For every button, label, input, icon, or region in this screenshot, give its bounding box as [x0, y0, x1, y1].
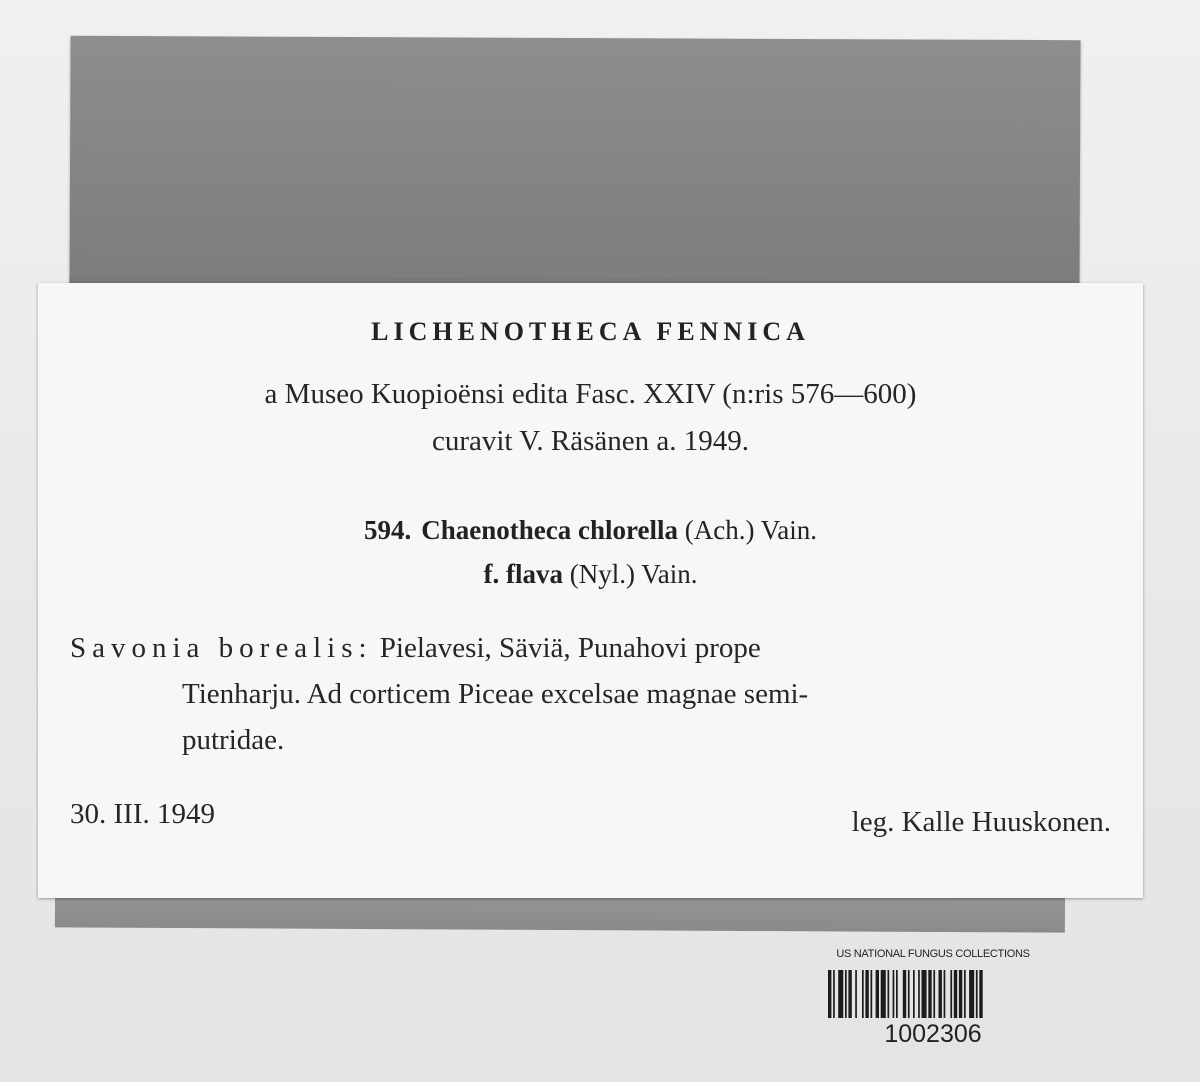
- barcode-bar: [944, 970, 946, 1018]
- barcode-bar: [848, 970, 851, 1018]
- locality-region: Savonia borealis:: [70, 632, 373, 664]
- collector-name: leg. Kalle Huuskonen.: [851, 806, 1111, 838]
- barcode-bars: [828, 970, 1038, 1018]
- barcode-bar: [896, 970, 898, 1018]
- barcode-institution: US NATIONAL FUNGUS COLLECTIONS: [836, 948, 1030, 960]
- taxon-name-line: [38, 515, 1143, 546]
- barcode-bar: [939, 970, 942, 1018]
- barcode-bar: [969, 970, 974, 1018]
- specimen-packet-flap: [69, 36, 1080, 302]
- barcode-bar: [862, 970, 864, 1018]
- barcode-bar: [845, 970, 847, 1018]
- specimen-label: [38, 283, 1143, 898]
- series-title: LICHENOTHECA FENNICA: [371, 317, 810, 346]
- barcode-bar: [888, 970, 890, 1018]
- locality-text: [70, 625, 1115, 763]
- barcode-bar: [979, 970, 982, 1018]
- taxon-name: Chaenotheca chlorella: [421, 515, 678, 545]
- barcode-bar: [855, 970, 857, 1018]
- series-editor-line: curavit V. Räsänen a. 1949.: [431, 425, 750, 457]
- taxon-form: f. flava: [483, 559, 563, 589]
- barcode-bar: [928, 970, 931, 1018]
- taxon-form-authority: (Nyl.) Vain.: [569, 559, 698, 589]
- series-publication-line: a Museo Kuopioënsi edita Fasc. XXIV (n:ris 576—600): [264, 378, 917, 410]
- locality-line-3: putridae.: [182, 724, 285, 756]
- barcode-bar: [959, 970, 962, 1018]
- barcode-bar: [918, 970, 920, 1018]
- barcode-bar: [976, 970, 978, 1018]
- exsiccata-number: 594.: [364, 515, 412, 545]
- barcode-label: [818, 948, 1048, 1053]
- collection-date: 30. III. 1949: [70, 798, 215, 830]
- barcode-number: 1002306: [884, 1020, 982, 1048]
- barcode-bar: [876, 970, 879, 1018]
- barcode-bar: [893, 970, 895, 1018]
- barcode-bar: [908, 970, 910, 1018]
- locality-place: Pielavesi, Säviä, Punahovi prope: [379, 632, 761, 664]
- barcode-bar: [833, 970, 835, 1018]
- barcode-bar: [871, 970, 873, 1018]
- taxon-authority: (Ach.) Vain.: [684, 515, 817, 545]
- barcode-bar: [865, 970, 868, 1018]
- taxon-form-line: [38, 559, 1143, 590]
- barcode-bar: [954, 970, 957, 1018]
- barcode-bar: [881, 970, 886, 1018]
- barcode-bar: [828, 970, 831, 1018]
- locality-line-1: [70, 625, 1115, 671]
- barcode-bar: [933, 970, 935, 1018]
- barcode-bar: [922, 970, 927, 1018]
- barcode-bar: [838, 970, 843, 1018]
- barcode-bar: [913, 970, 915, 1018]
- barcode-bar: [964, 970, 966, 1018]
- barcode-bar: [903, 970, 906, 1018]
- barcode-bar: [950, 970, 952, 1018]
- locality-line-2: Tienharju. Ad corticem Piceae excelsae magnae semi-: [182, 678, 809, 710]
